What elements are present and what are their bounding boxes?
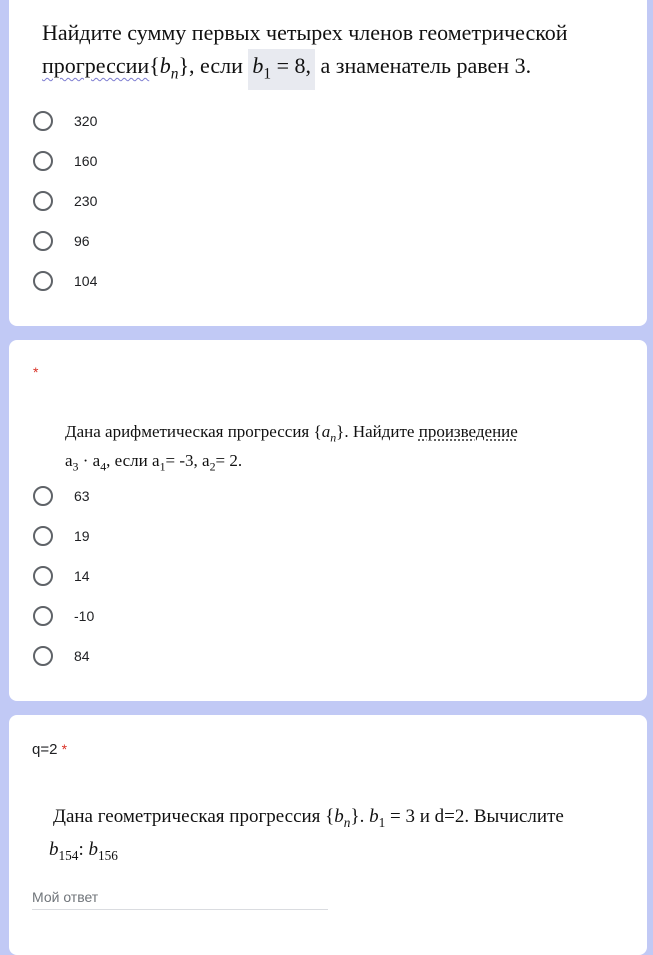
q1-eq-val: = 8, — [271, 53, 311, 78]
radio-circle-icon[interactable] — [33, 566, 53, 586]
question-3-image-text — [49, 803, 613, 869]
radio-circle-icon[interactable] — [33, 606, 53, 626]
q3-one-sub: 1 — [378, 814, 386, 830]
option-label: 320 — [74, 113, 98, 129]
q1-brace-open: { — [149, 53, 160, 78]
q3-text-1: Дана геометрическая прогрессия — [53, 806, 326, 827]
q3-b-var: b — [334, 806, 344, 827]
q1-b-var: b — [159, 53, 171, 78]
q1-option-5[interactable] — [33, 261, 97, 301]
question-card-2 — [9, 340, 647, 701]
q2-word-product: произведение — [418, 422, 518, 441]
question-3-title — [32, 741, 67, 758]
q3-b156-var: b — [88, 838, 98, 860]
q2-a4-sub: 4 — [100, 459, 107, 474]
radio-circle-icon[interactable] — [33, 231, 53, 251]
q1-word-progression: прогрессии — [42, 53, 150, 78]
required-asterisk: * — [61, 741, 68, 757]
question-2-options — [33, 476, 94, 676]
q1-n-sub: n — [170, 65, 179, 83]
q2-text-1: Дана арифметическая прогрессия — [65, 422, 314, 441]
q3-n-sub: n — [343, 814, 351, 830]
q2-cond-1: , если a — [106, 451, 160, 471]
q2-option-1[interactable] — [33, 476, 94, 516]
q2-option-4[interactable] — [33, 596, 94, 636]
q1-option-1[interactable] — [33, 101, 97, 141]
q2-dot-a4: · a — [78, 451, 101, 471]
radio-circle-icon[interactable] — [33, 271, 53, 291]
q1-comma-if: , если — [189, 53, 249, 78]
q2-text-2: . Найдите — [344, 422, 419, 441]
option-label: 160 — [74, 153, 98, 169]
q2-option-5[interactable] — [33, 636, 94, 676]
q2-brace-close: } — [336, 422, 345, 441]
q2-c1-sub: 1 — [159, 459, 166, 474]
q2-a-var: a — [321, 422, 331, 441]
q2-option-3[interactable] — [33, 556, 94, 596]
q2-cond-2: = -3, a — [165, 451, 210, 471]
q2-a3: a — [65, 451, 73, 471]
q3-sub-154: 154 — [58, 847, 79, 863]
option-label: 84 — [74, 648, 90, 664]
q2-n-sub: n — [330, 430, 337, 445]
question-2-image-text — [65, 420, 605, 479]
required-asterisk: * — [33, 364, 39, 380]
q3-b154-var: b — [49, 838, 59, 860]
q3-sub-156: 156 — [97, 847, 118, 863]
q2-c2-sub: 2 — [209, 459, 216, 474]
option-label: 96 — [74, 233, 90, 249]
q1-highlight-b1 — [248, 49, 315, 90]
question-1-image-text — [42, 16, 622, 90]
radio-circle-icon[interactable] — [33, 151, 53, 171]
question-3-title-text: q=2 — [32, 741, 58, 758]
option-label: 104 — [74, 273, 98, 289]
radio-circle-icon[interactable] — [33, 646, 53, 666]
q3-colon: : — [78, 838, 89, 860]
question-1-line-2 — [42, 49, 622, 90]
q2-cond-3: = 2. — [215, 451, 243, 471]
q1-brace-close: } — [178, 53, 190, 78]
option-label: 19 — [74, 528, 90, 544]
q1-option-3[interactable] — [33, 181, 97, 221]
question-card-3 — [9, 715, 647, 955]
q3-text-3: = 3 и d=2. Вычислите — [385, 806, 564, 827]
q2-brace-open: { — [313, 422, 322, 441]
q2-a3-sub: 3 — [72, 459, 79, 474]
radio-circle-icon[interactable] — [33, 111, 53, 131]
q1-option-2[interactable] — [33, 141, 97, 181]
option-label: 14 — [74, 568, 90, 584]
q1-option-4[interactable] — [33, 221, 97, 261]
q1-one-sub: 1 — [263, 65, 272, 83]
radio-circle-icon[interactable] — [33, 191, 53, 211]
question-3-line-2 — [49, 836, 613, 869]
radio-circle-icon[interactable] — [33, 526, 53, 546]
question-1-line-1: Найдите сумму первых четырех членов геометрической — [42, 20, 568, 45]
q3-text-2: . — [359, 806, 370, 827]
radio-circle-icon[interactable] — [33, 486, 53, 506]
q2-option-2[interactable] — [33, 516, 94, 556]
option-label: 63 — [74, 488, 90, 504]
option-label: 230 — [74, 193, 98, 209]
question-card-1 — [9, 0, 647, 326]
question-2-line-2 — [65, 449, 605, 478]
q1-b1-var: b — [252, 53, 264, 78]
q3-brace-open: { — [325, 806, 335, 827]
answer-input[interactable] — [32, 885, 328, 910]
question-3-line-1 — [53, 803, 613, 836]
q3-brace-close: } — [350, 806, 360, 827]
q1-line2-post: а знаменатель равен 3. — [314, 53, 532, 78]
question-1-options — [33, 101, 97, 301]
question-2-line-1 — [65, 420, 605, 449]
q3-b1-var: b — [369, 806, 379, 827]
option-label: -10 — [74, 608, 95, 624]
